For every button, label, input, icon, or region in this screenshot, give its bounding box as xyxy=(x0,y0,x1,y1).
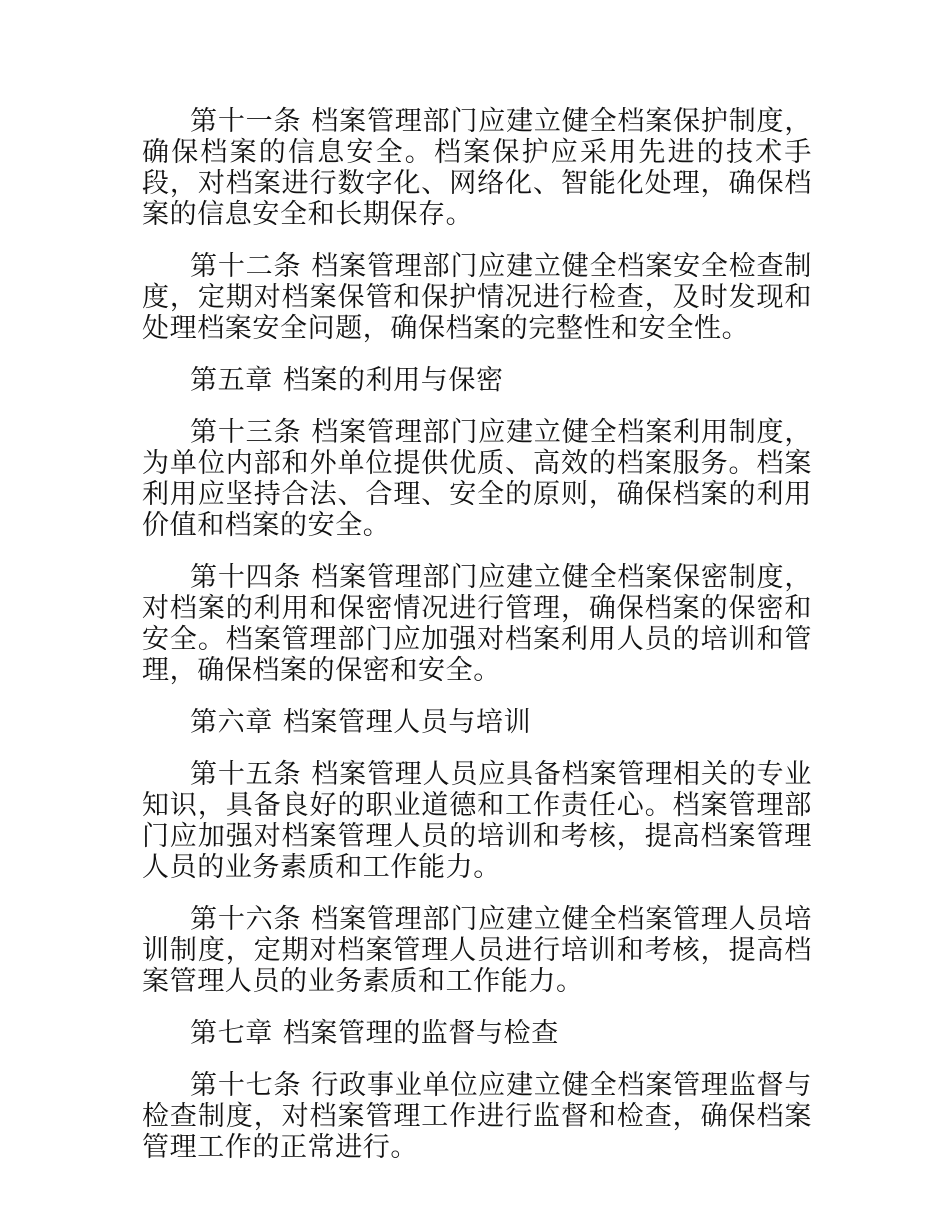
article-16 xyxy=(142,904,812,997)
article-number: 第十六条 xyxy=(190,904,302,935)
article-17 xyxy=(142,1070,812,1163)
article-text: 档案管理部门应建立健全档案保密制度，对档案的利用和保密情况进行管理，确保档案的保密和安全。档案管理部门应加强对档案利用人员的培训和管理，确保档案的保密和安全。 xyxy=(142,562,812,686)
chapter-7-heading xyxy=(142,1018,812,1049)
chapter-number: 第七章 xyxy=(190,1018,273,1049)
article-text: 档案管理人员应具备档案管理相关的专业知识，具备良好的职业道德和工作责任心。档案管理部门应加强对档案管理人员的培训和考核，提高档案管理人员的业务素质和工作能力。 xyxy=(142,759,812,883)
article-number: 第十四条 xyxy=(190,562,302,593)
document-body xyxy=(142,106,812,1184)
chapter-number: 第五章 xyxy=(190,365,273,396)
article-14 xyxy=(142,562,812,686)
article-number: 第十五条 xyxy=(190,759,302,790)
chapter-title: 档案的利用与保密 xyxy=(282,365,504,396)
article-15 xyxy=(142,759,812,883)
article-number: 第十七条 xyxy=(190,1070,302,1101)
article-text: 档案管理部门应建立健全档案保护制度，确保档案的信息安全。档案保护应采用先进的技术手段，对档案进行数字化、网络化、智能化处理，确保档案的信息安全和长期保存。 xyxy=(142,106,812,230)
article-12 xyxy=(142,251,812,344)
article-number: 第十二条 xyxy=(190,251,302,282)
chapter-title: 档案管理人员与培训 xyxy=(282,707,532,738)
article-text: 档案管理部门应建立健全档案管理人员培训制度，定期对档案管理人员进行培训和考核，提高档案管理人员的业务素质和工作能力。 xyxy=(142,904,812,997)
article-number: 第十三条 xyxy=(190,417,302,448)
chapter-6-heading xyxy=(142,707,812,738)
article-11 xyxy=(142,106,812,230)
chapter-number: 第六章 xyxy=(190,707,273,738)
article-number: 第十一条 xyxy=(190,106,302,137)
article-text: 档案管理部门应建立健全档案安全检查制度，定期对档案保管和保护情况进行检查，及时发现和处理档案安全问题，确保档案的完整性和安全性。 xyxy=(142,251,812,344)
article-13 xyxy=(142,417,812,541)
article-text: 档案管理部门应建立健全档案利用制度，为单位内部和外单位提供优质、高效的档案服务。档案利用应坚持合法、合理、安全的原则，确保档案的利用价值和档案的安全。 xyxy=(142,417,812,541)
chapter-title: 档案管理的监督与检查 xyxy=(282,1018,559,1049)
article-text: 行政事业单位应建立健全档案管理监督与检查制度，对档案管理工作进行监督和检查，确保档案管理工作的正常进行。 xyxy=(142,1070,812,1163)
chapter-5-heading xyxy=(142,365,812,396)
